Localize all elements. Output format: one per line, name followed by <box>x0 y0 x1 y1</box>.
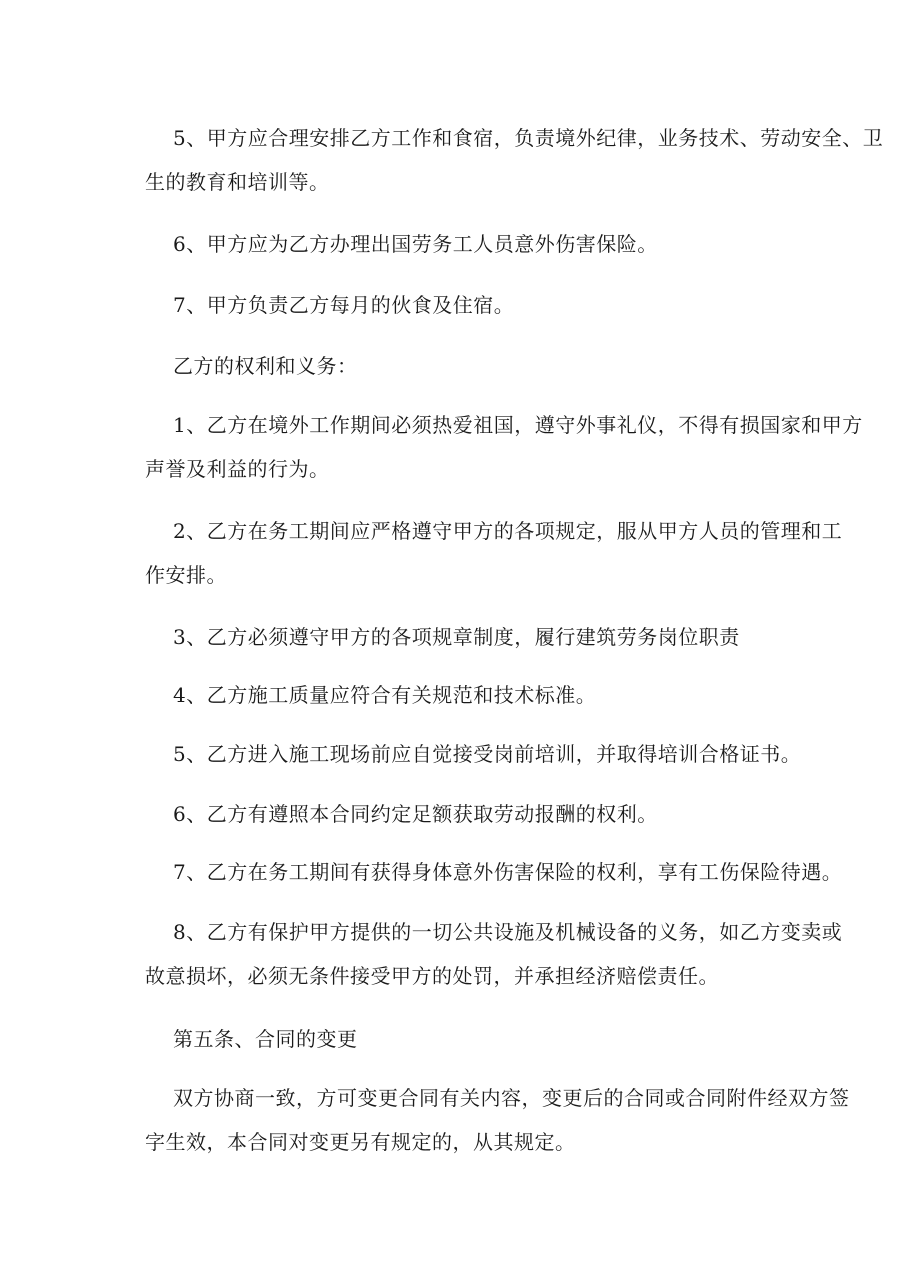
paragraph-line: 6、乙方有遵照本合同约定足额获取劳动报酬的权利。 <box>173 802 658 826</box>
paragraph-line: 3、乙方必须遵守甲方的各项规章制度，履行建筑劳务岗位职责 <box>173 625 740 649</box>
paragraph-line: 7、乙方在务工期间有获得身体意外伤害保险的权利，享有工伤保险待遇。 <box>173 860 843 884</box>
paragraph-line: 字生效，本合同对变更另有规定的，从其规定。 <box>145 1130 576 1154</box>
paragraph-line: 生的教育和培训等。 <box>145 170 330 194</box>
paragraph-party-b-6 <box>173 792 658 836</box>
paragraph-party-b-3 <box>173 615 740 659</box>
paragraph-line: 5、甲方应合理安排乙方工作和食宿，负责境外纪律，业务技术、劳动安全、卫 <box>173 126 884 150</box>
paragraph-line: 作安排。 <box>145 563 227 587</box>
section-heading-article-5 <box>173 1017 358 1061</box>
paragraph-line: 第五条、合同的变更 <box>173 1027 358 1051</box>
paragraph-line: 8、乙方有保护甲方提供的一切公共设施及机械设备的义务，如乙方变卖或 <box>173 920 843 944</box>
paragraph-line: 双方协商一致，方可变更合同有关内容，变更后的合同或合同附件经双方签 <box>173 1086 850 1110</box>
paragraph-line: 6、甲方应为乙方办理出国劳务工人员意外伤害保险。 <box>173 232 658 256</box>
section-heading-party-b <box>173 344 358 388</box>
paragraph-line: 1、乙方在境外工作期间必须热爱祖国，遵守外事礼仪，不得有损国家和甲方 <box>173 413 863 437</box>
paragraph-party-b-7 <box>173 850 842 894</box>
paragraph-party-b-8 <box>145 910 842 998</box>
paragraph-line: 7、甲方负责乙方每月的伙食及住宿。 <box>173 293 515 317</box>
paragraph-party-a-7 <box>173 283 514 327</box>
paragraph-article-5-body <box>145 1076 850 1164</box>
paragraph-line: 4、乙方施工质量应符合有关规范和技术标准。 <box>173 683 597 707</box>
paragraph-party-b-2 <box>145 509 842 597</box>
paragraph-party-b-1 <box>145 403 863 491</box>
paragraph-party-b-4 <box>173 673 596 717</box>
paragraph-line: 声誉及利益的行为。 <box>145 457 330 481</box>
paragraph-line: 5、乙方进入施工现场前应自觉接受岗前培训，并取得培训合格证书。 <box>173 742 802 766</box>
paragraph-party-b-5 <box>173 732 801 776</box>
paragraph-line: 故意损坏，必须无条件接受甲方的处罚，并承担经济赔偿责任。 <box>145 964 719 988</box>
paragraph-party-a-5 <box>145 116 883 204</box>
paragraph-party-a-6 <box>173 222 658 266</box>
paragraph-line: 乙方的权利和义务： <box>173 354 358 378</box>
paragraph-line: 2、乙方在务工期间应严格遵守甲方的各项规定，服从甲方人员的管理和工 <box>173 519 843 543</box>
